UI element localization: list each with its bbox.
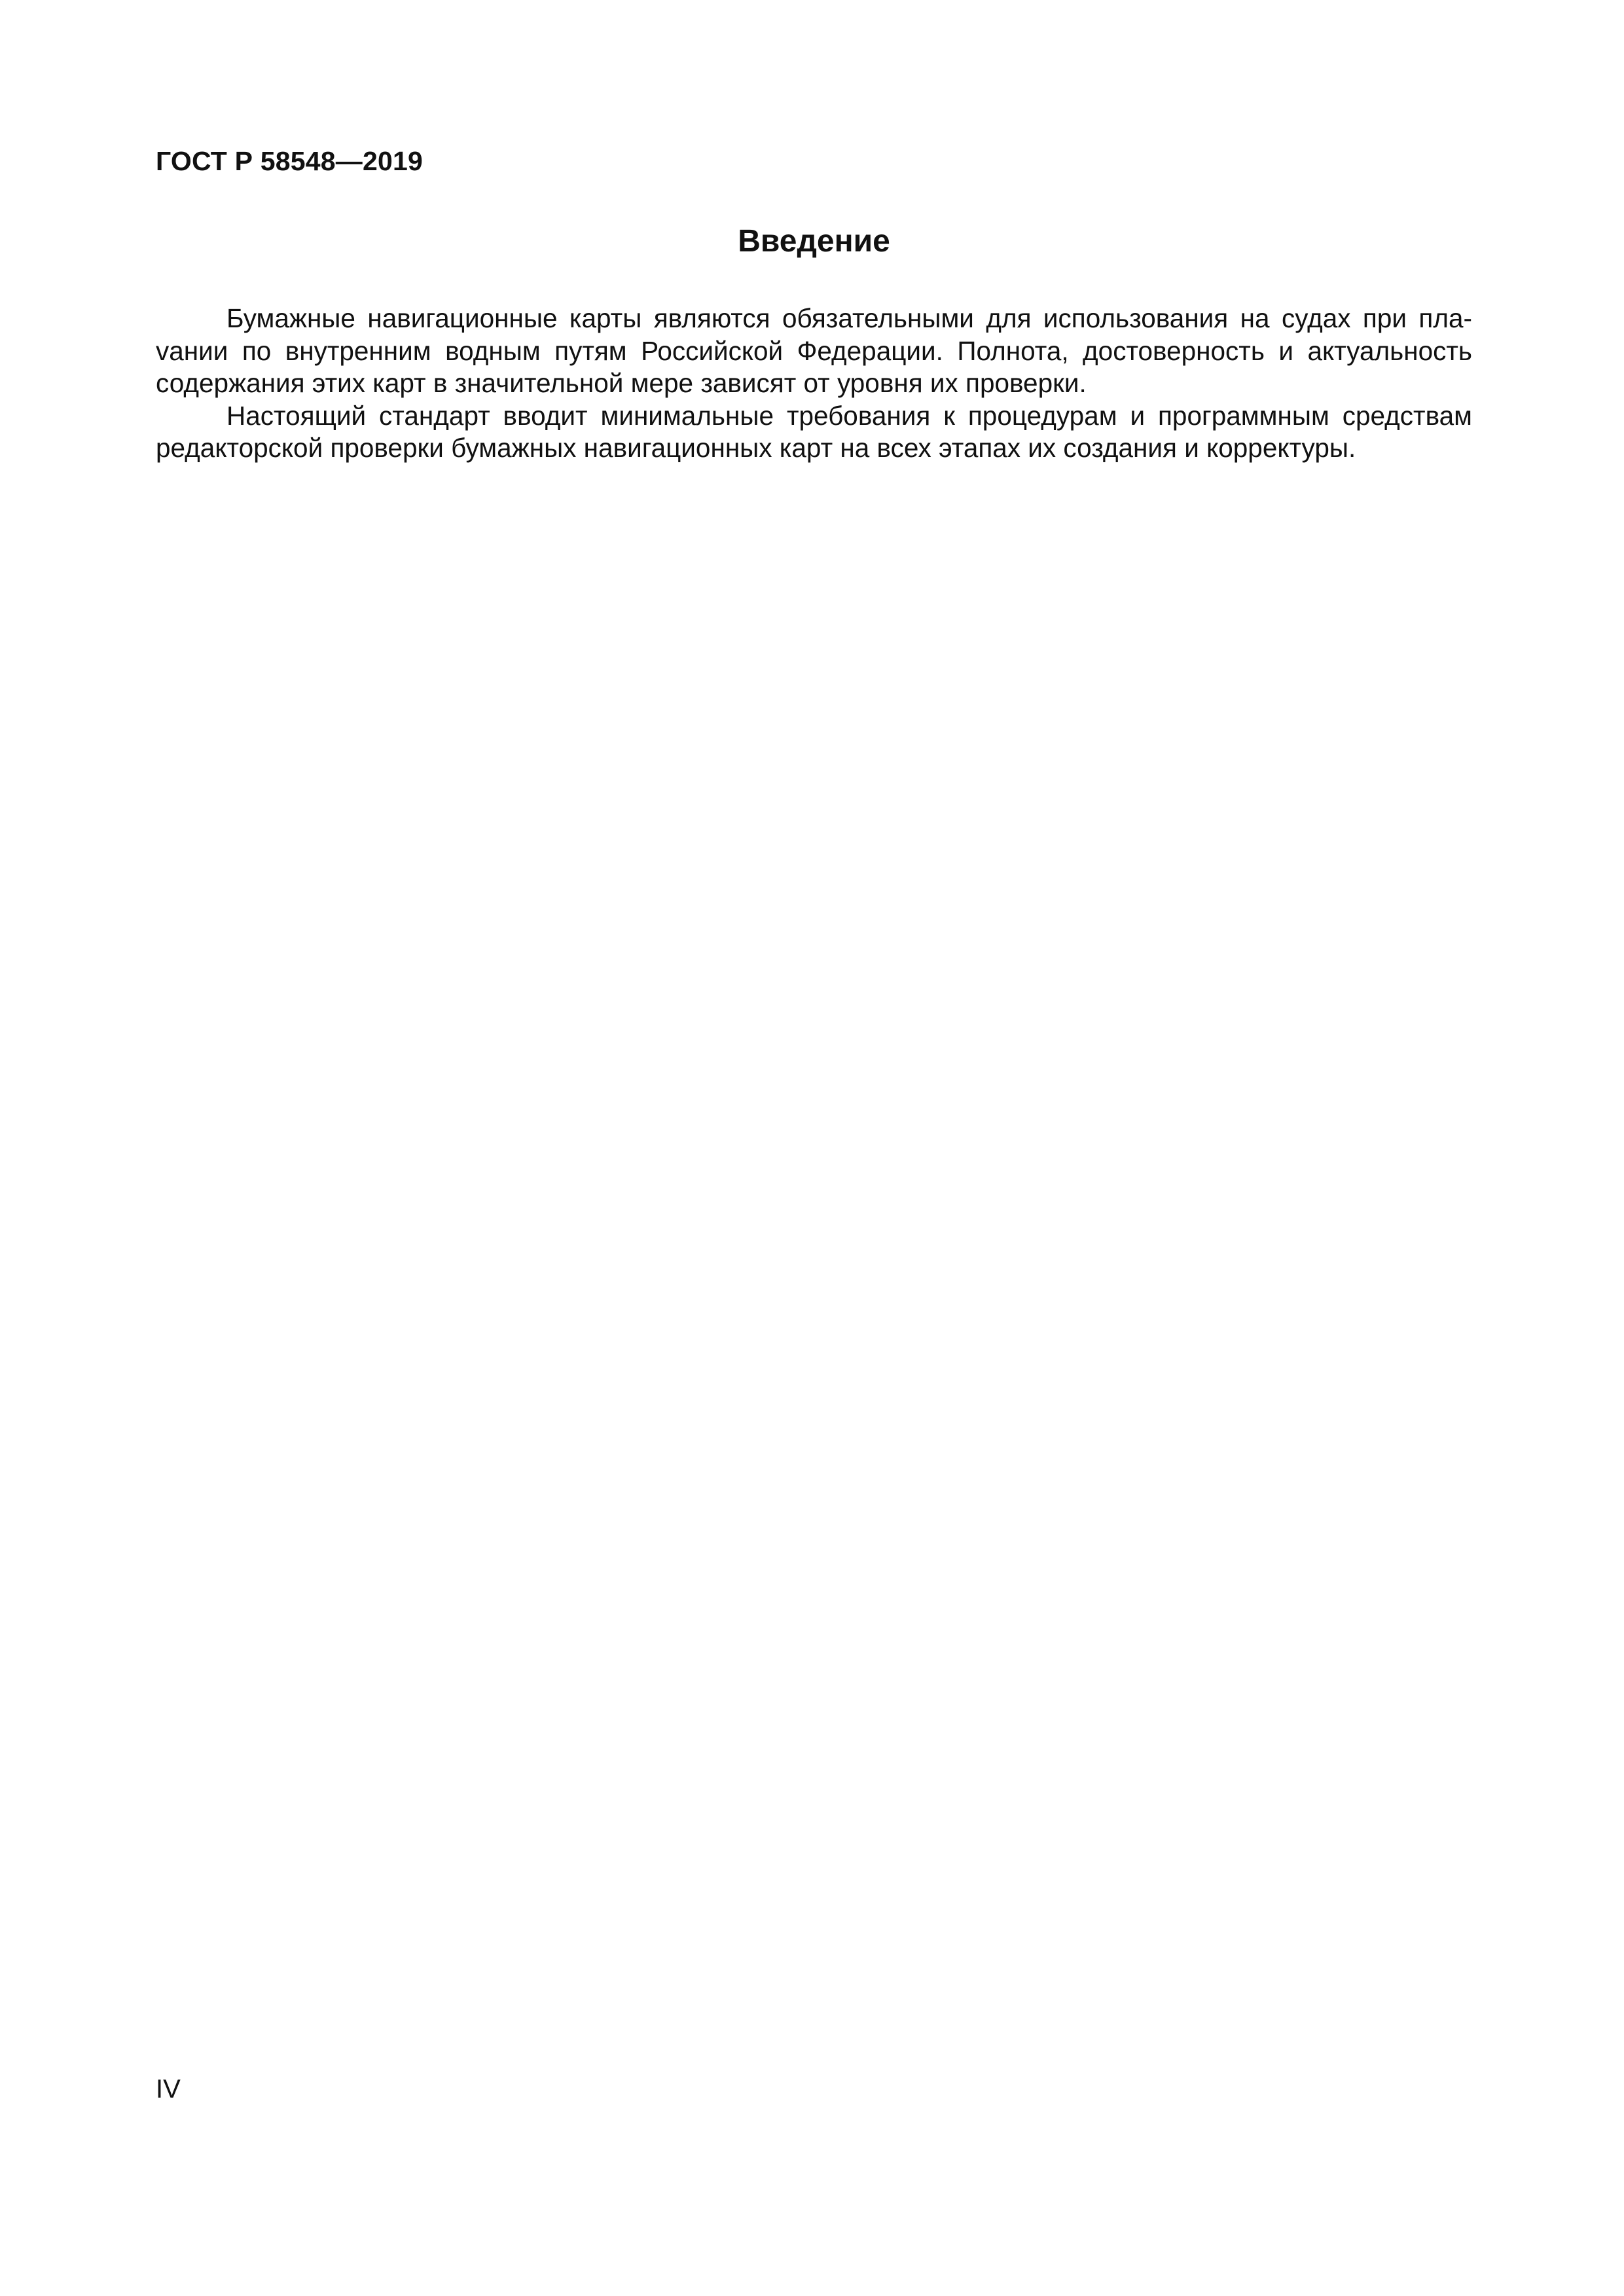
paragraph: Настоящий стандарт вводит минимальные требования к процедурам и программным средствам редакторской проверки бумажных навигационных карт на всех этапах их создания и корректуры.: [156, 400, 1472, 463]
paragraph: Бумажные навигационные карты являются обязательными для использования на судах при плаvании по внутренним водным путям Российской Федерации. Полнота, достоверность и актуальность содержания этих карт в значительной мере зависят от уровня их проверки.: [156, 303, 1472, 398]
document-id: ГОСТ Р 58548—2019: [156, 146, 423, 176]
page-number: IV: [156, 2075, 181, 2104]
body-text: [156, 302, 1472, 465]
section-title: Введение: [738, 224, 890, 259]
